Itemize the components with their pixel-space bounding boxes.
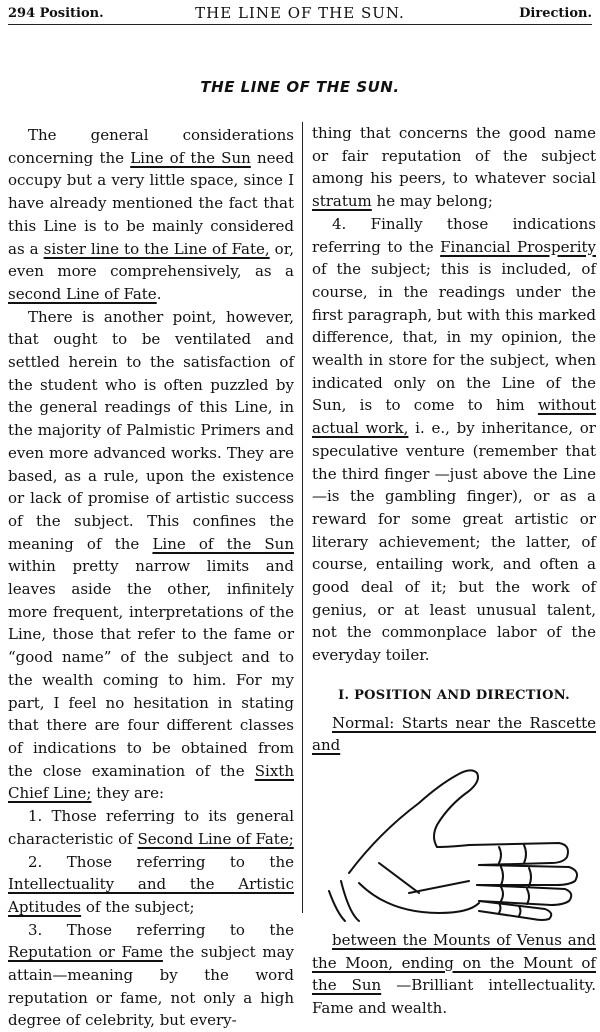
paragraph: thing that concerns the good name or fair reputation of the subject among his peers, to whatever social stratum he may belong; — [312, 124, 596, 211]
paragraph: Normal: Starts near the Rascette and — [312, 713, 596, 755]
palm-illustration — [319, 763, 589, 923]
left-column — [8, 124, 294, 1032]
list-item: 2. Those referring to the Intellectuality and the Artistic Aptitudes of the subject; — [8, 852, 294, 916]
paragraph: between the Mounts of Venus and the Moon, ending on the Mount of the Sun —Brilliant intellectuality. Fame and wealth. — [312, 930, 596, 1018]
page-number: 294 Position. — [8, 6, 104, 21]
running-title: THE LINE OF THE SUN. — [195, 4, 405, 22]
header-rule — [8, 24, 592, 25]
chapter-title: THE LINE OF THE SUN. — [200, 78, 400, 96]
paragraph: The general considerations concerning the Line of the Sun need occupy but a very little space, since I have already mentioned the fact that this Line is to be mainly considered as a sister line to the Line of Fate, or, even more comprehensively, as a second Line of Fate. — [8, 126, 294, 303]
paragraph: There is another point, however, that ought to be ventilated and settled herein to the satisfaction of the student who is often puzzled by the general readings of this Line, in the majority of Palmistic Primers and even more advanced works. They are based, as a rule, upon the existence or lack of promise of artistic success of the subject. This confines the meaning of the Line of the Sun within pretty narrow limits and leaves aside the other, infinitely more frequent, interpretations of the Line, those that refer to the fame or “good name” of the subject and to the wealth coming to him. For my part, I feel no hesitation in stating that there are four different classes of indications to be obtained from the close examination of the Sixth Chief Line; they are: — [8, 307, 294, 803]
list-item: 4. Finally those indications referring to the Financial Prosperity of the subject; this is included, of course, in the readings under the first paragraph, but with this marked difference, that, in my opinion, the wealth in store for the subject, when indicated only on the Line of the Sun, is to come to him without actual work, i. e., by inheritance, or speculative venture (remember that the third finger —just above the Line—is the gambling finger), or as a reward for some great artistic or literary achievement; the latter, of course, entailing work, and often a good deal of it; but the work of genius, or at least unusual talent, not the commonplace labor of the everyday toiler. — [312, 214, 596, 665]
right-column — [312, 122, 596, 1020]
margin-label-right: Direction. — [519, 6, 592, 21]
column-divider — [302, 122, 303, 913]
section-heading: I. POSITION AND DIRECTION. — [338, 687, 570, 703]
page-header — [8, 4, 592, 26]
list-item: 1. Those referring to its general characteristic of Second Line of Fate; — [8, 807, 294, 848]
list-item: 3. Those referring to the Reputation or Fame the subject may attain—meaning by the word reputation or fame, not only a high degree of celebrity, but every- — [8, 920, 294, 1030]
